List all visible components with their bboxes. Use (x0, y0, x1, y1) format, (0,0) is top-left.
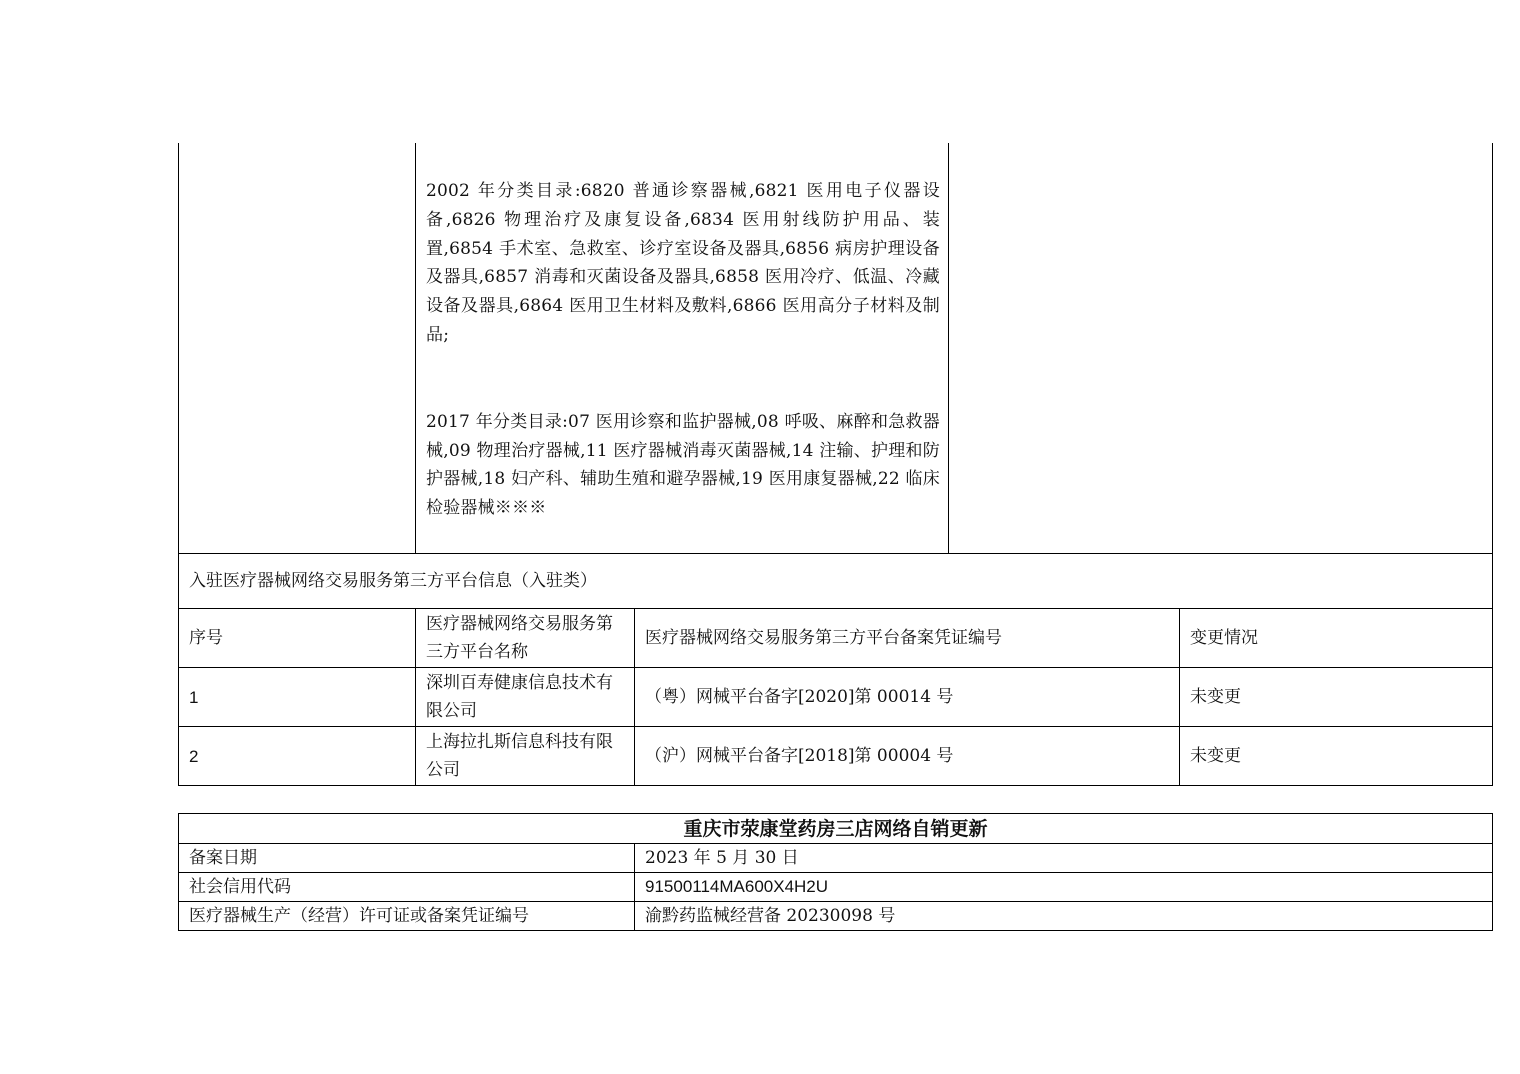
business-scope-table (178, 143, 1493, 786)
field-label: 医疗器械生产（经营）许可证或备案凭证编号 (179, 902, 635, 931)
row-change-status: 未变更 (1180, 727, 1493, 786)
table-row (179, 727, 1493, 786)
col-header-name: 医疗器械网络交易服务第三方平台名称 (416, 609, 635, 668)
table-row (179, 873, 1493, 902)
field-label: 社会信用代码 (179, 873, 635, 902)
table-row (179, 844, 1493, 873)
scope-content-cell (416, 143, 949, 554)
platform-header-row (179, 609, 1493, 668)
scope-label-cell (179, 143, 416, 554)
col-header-no: 序号 (179, 609, 416, 668)
update-table-title: 重庆市荥康堂药房三店网络自销更新 (179, 814, 1493, 844)
scope-2002-text: 2002 年分类目录:6820 普通诊察器械,6821 医用电子仪器设备,6826 物理治疗及康复设备,6834 医用射线防护用品、装置,6854 手术室、急救室、诊疗室设备及器具,6856 病房护理设备及器具,6857 消毒和灭菌设备及器具,6858 医用冷疗、低温、冷藏设备及器具,6864 医用卫生材料及敷料,6866 医用高分子材料及制品; (426, 181, 941, 345)
scope-gap (426, 350, 940, 408)
row-platform-name: 上海拉扎斯信息科技有限公司 (416, 727, 635, 786)
col-header-record: 医疗器械网络交易服务第三方平台备案凭证编号 (635, 609, 1180, 668)
row-record-number: （沪）网械平台备字[2018]第 00004 号 (635, 727, 1180, 786)
row-change-status: 未变更 (1180, 668, 1493, 727)
col-header-change: 变更情况 (1180, 609, 1493, 668)
field-label: 备案日期 (179, 844, 635, 873)
field-value: 91500114MA600X4H2U (635, 873, 1493, 902)
table-row (179, 902, 1493, 931)
row-platform-name: 深圳百寿健康信息技术有限公司 (416, 668, 635, 727)
update-title-row (179, 814, 1493, 844)
field-value: 渝黔药监械经营备 20230098 号 (635, 902, 1493, 931)
scope-row (179, 143, 1493, 554)
platform-heading-row (179, 554, 1493, 609)
row-no: 1 (179, 668, 416, 727)
online-sales-update-table (178, 813, 1493, 931)
scope-extra-cell (949, 143, 1493, 554)
table-row (179, 668, 1493, 727)
row-record-number: （粤）网械平台备字[2020]第 00014 号 (635, 668, 1180, 727)
row-no: 2 (179, 727, 416, 786)
field-value: 2023 年 5 月 30 日 (635, 844, 1493, 873)
scope-2017-text: 2017 年分类目录:07 医用诊察和监护器械,08 呼吸、麻醉和急救器械,09 物理治疗器械,11 医疗器械消毒灭菌器械,14 注输、护理和防护器械,18 妇产科、辅助生殖和避孕器械,19 医用康复器械,22 临床检验器械※※※ (426, 411, 941, 519)
platform-section-heading: 入驻医疗器械网络交易服务第三方平台信息（入驻类） (179, 554, 1493, 609)
